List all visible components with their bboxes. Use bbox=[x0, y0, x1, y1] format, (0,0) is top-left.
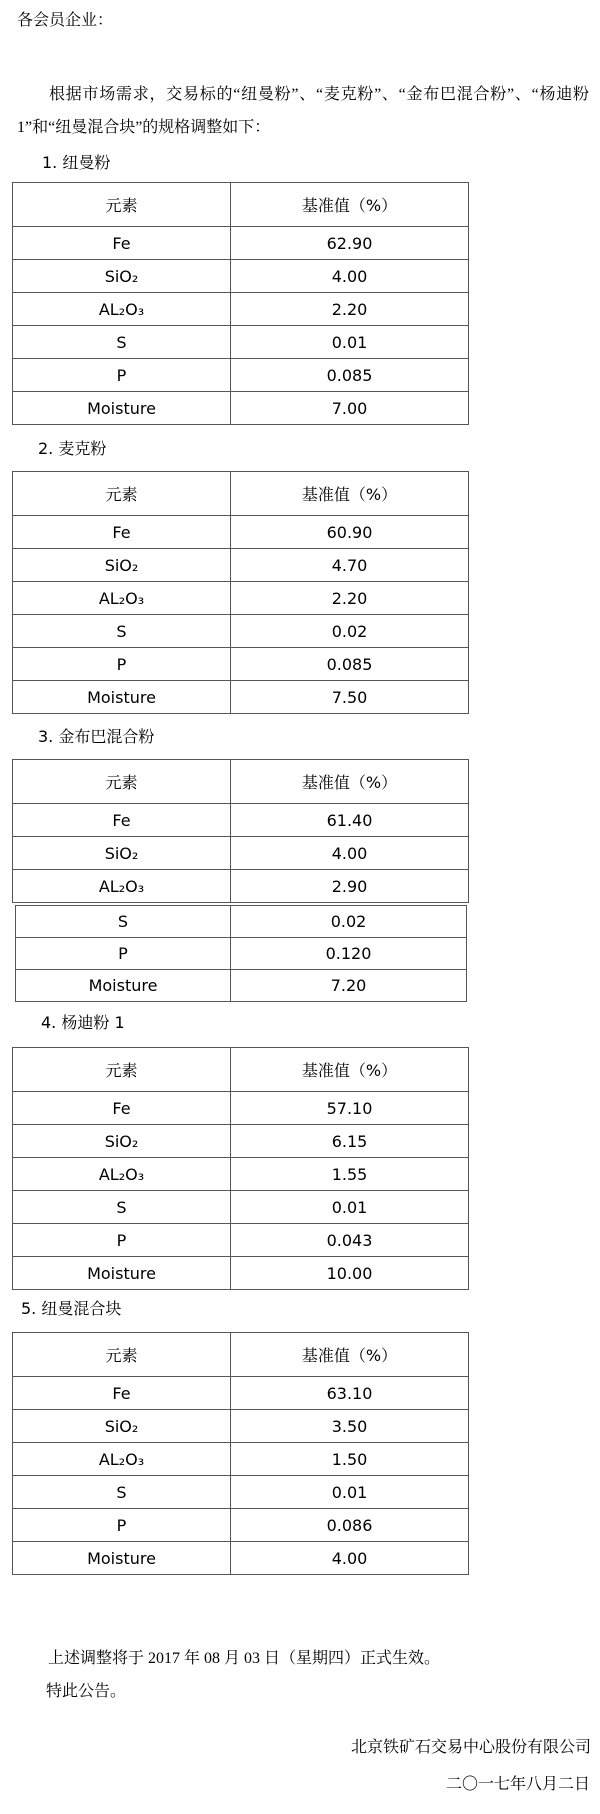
salutation: 各会员企业： bbox=[17, 12, 114, 29]
element-column-header: 元素 bbox=[13, 183, 231, 227]
element-cell: AL₂O₃ bbox=[13, 582, 231, 615]
benchmark-column-header: 基准值（%） bbox=[231, 1048, 469, 1092]
section-3-table-part1 bbox=[12, 759, 469, 903]
element-cell: P bbox=[13, 1224, 231, 1257]
value-cell: 4.00 bbox=[231, 260, 469, 293]
section-3-title: 3. 金布巴混合粉 bbox=[38, 727, 155, 746]
element-cell: Fe bbox=[13, 1092, 231, 1125]
table-row bbox=[16, 906, 467, 938]
element-cell: P bbox=[13, 359, 231, 392]
table-row bbox=[13, 1224, 469, 1257]
benchmark-column-header: 基准值（%） bbox=[231, 183, 469, 227]
table-row bbox=[13, 392, 469, 425]
value-cell: 7.50 bbox=[231, 681, 469, 714]
element-cell: SiO₂ bbox=[13, 1410, 231, 1443]
table-row bbox=[13, 870, 469, 903]
section-2-title: 2. 麦克粉 bbox=[38, 439, 107, 458]
table-row bbox=[13, 1410, 469, 1443]
value-cell: 0.01 bbox=[231, 1476, 469, 1509]
value-cell: 0.085 bbox=[231, 359, 469, 392]
closing-statement: 特此公告。 bbox=[46, 1683, 127, 1700]
table-row bbox=[13, 516, 469, 549]
table-header-row bbox=[13, 1333, 469, 1377]
element-cell: Fe bbox=[13, 227, 231, 260]
value-cell: 1.50 bbox=[231, 1443, 469, 1476]
element-cell: P bbox=[13, 1509, 231, 1542]
element-column-header: 元素 bbox=[13, 472, 231, 516]
section-1-table bbox=[12, 182, 469, 425]
table-row bbox=[13, 260, 469, 293]
issuer-company-name: 北京铁矿石交易中心股份有限公司 bbox=[350, 1739, 591, 1756]
table-row bbox=[13, 1092, 469, 1125]
table-row bbox=[13, 1542, 469, 1575]
value-cell: 3.50 bbox=[231, 1410, 469, 1443]
table-header-row bbox=[13, 183, 469, 227]
table-row bbox=[16, 970, 467, 1002]
value-cell: 7.00 bbox=[231, 392, 469, 425]
table-row bbox=[16, 938, 467, 970]
value-cell: 2.20 bbox=[231, 293, 469, 326]
element-cell: AL₂O₃ bbox=[13, 1443, 231, 1476]
element-column-header: 元素 bbox=[13, 1333, 231, 1377]
table-header-row bbox=[13, 1048, 469, 1092]
section-5-table bbox=[12, 1332, 469, 1575]
table-row bbox=[13, 326, 469, 359]
element-cell: Moisture bbox=[13, 1257, 231, 1290]
value-cell: 7.20 bbox=[231, 970, 467, 1002]
value-cell: 2.90 bbox=[231, 870, 469, 903]
table-row bbox=[13, 1476, 469, 1509]
effective-date-note: 上述调整将于 2017 年 08 月 03 日（星期四）正式生效。 bbox=[48, 1650, 441, 1667]
table-row bbox=[13, 359, 469, 392]
element-cell: P bbox=[16, 938, 231, 970]
table-row bbox=[13, 648, 469, 681]
table-row bbox=[13, 1125, 469, 1158]
element-cell: AL₂O₃ bbox=[13, 293, 231, 326]
element-cell: S bbox=[13, 1191, 231, 1224]
table-row bbox=[13, 1509, 469, 1542]
value-cell: 10.00 bbox=[231, 1257, 469, 1290]
table-row bbox=[13, 582, 469, 615]
section-4-table bbox=[12, 1047, 469, 1290]
table-row bbox=[13, 615, 469, 648]
benchmark-column-header: 基准值（%） bbox=[231, 1333, 469, 1377]
section-5-title: 5. 纽曼混合块 bbox=[21, 1299, 122, 1318]
element-cell: SiO₂ bbox=[13, 837, 231, 870]
element-column-header: 元素 bbox=[13, 760, 231, 804]
value-cell: 61.40 bbox=[231, 804, 469, 837]
value-cell: 0.086 bbox=[231, 1509, 469, 1542]
element-column-header: 元素 bbox=[13, 1048, 231, 1092]
table-row bbox=[13, 1191, 469, 1224]
table-row bbox=[13, 227, 469, 260]
element-cell: S bbox=[13, 615, 231, 648]
element-cell: SiO₂ bbox=[13, 549, 231, 582]
value-cell: 4.70 bbox=[231, 549, 469, 582]
value-cell: 62.90 bbox=[231, 227, 469, 260]
value-cell: 60.90 bbox=[231, 516, 469, 549]
table-row bbox=[13, 804, 469, 837]
element-cell: Fe bbox=[13, 1377, 231, 1410]
element-cell: Fe bbox=[13, 804, 231, 837]
table-row bbox=[13, 681, 469, 714]
intro-paragraph: 根据市场需求，交易标的“纽曼粉”、“麦克粉”、“金布巴混合粉”、“杨迪粉 1”和“纽曼混合块”的规格调整如下： bbox=[17, 86, 589, 136]
element-cell: AL₂O₃ bbox=[13, 870, 231, 903]
element-cell: S bbox=[13, 1476, 231, 1509]
table-row bbox=[13, 1158, 469, 1191]
element-cell: AL₂O₃ bbox=[13, 1158, 231, 1191]
value-cell: 2.20 bbox=[231, 582, 469, 615]
value-cell: 0.043 bbox=[231, 1224, 469, 1257]
element-cell: P bbox=[13, 648, 231, 681]
table-row bbox=[13, 1257, 469, 1290]
section-4-title: 4. 杨迪粉 1 bbox=[41, 1013, 125, 1032]
benchmark-column-header: 基准值（%） bbox=[231, 472, 469, 516]
table-row bbox=[13, 549, 469, 582]
value-cell: 0.085 bbox=[231, 648, 469, 681]
benchmark-column-header: 基准值（%） bbox=[231, 760, 469, 804]
element-cell: Moisture bbox=[13, 681, 231, 714]
table-header-row bbox=[13, 472, 469, 516]
element-cell: SiO₂ bbox=[13, 1125, 231, 1158]
value-cell: 63.10 bbox=[231, 1377, 469, 1410]
element-cell: S bbox=[16, 906, 231, 938]
element-cell: S bbox=[13, 326, 231, 359]
table-header-row bbox=[13, 760, 469, 804]
value-cell: 4.00 bbox=[231, 1542, 469, 1575]
value-cell: 4.00 bbox=[231, 837, 469, 870]
value-cell: 1.55 bbox=[231, 1158, 469, 1191]
section-3-table-part2 bbox=[15, 905, 467, 1002]
section-2-table bbox=[12, 471, 469, 714]
value-cell: 0.01 bbox=[231, 326, 469, 359]
value-cell: 6.15 bbox=[231, 1125, 469, 1158]
issue-date: 二〇一七年八月二日 bbox=[445, 1776, 590, 1793]
element-cell: Moisture bbox=[13, 392, 231, 425]
value-cell: 0.02 bbox=[231, 906, 467, 938]
element-cell: SiO₂ bbox=[13, 260, 231, 293]
value-cell: 0.02 bbox=[231, 615, 469, 648]
table-row bbox=[13, 293, 469, 326]
element-cell: Fe bbox=[13, 516, 231, 549]
section-1-title: 1. 纽曼粉 bbox=[42, 153, 111, 172]
table-row bbox=[13, 1377, 469, 1410]
table-row bbox=[13, 1443, 469, 1476]
element-cell: Moisture bbox=[16, 970, 231, 1002]
value-cell: 0.01 bbox=[231, 1191, 469, 1224]
element-cell: Moisture bbox=[13, 1542, 231, 1575]
table-row bbox=[13, 837, 469, 870]
value-cell: 0.120 bbox=[231, 938, 467, 970]
value-cell: 57.10 bbox=[231, 1092, 469, 1125]
